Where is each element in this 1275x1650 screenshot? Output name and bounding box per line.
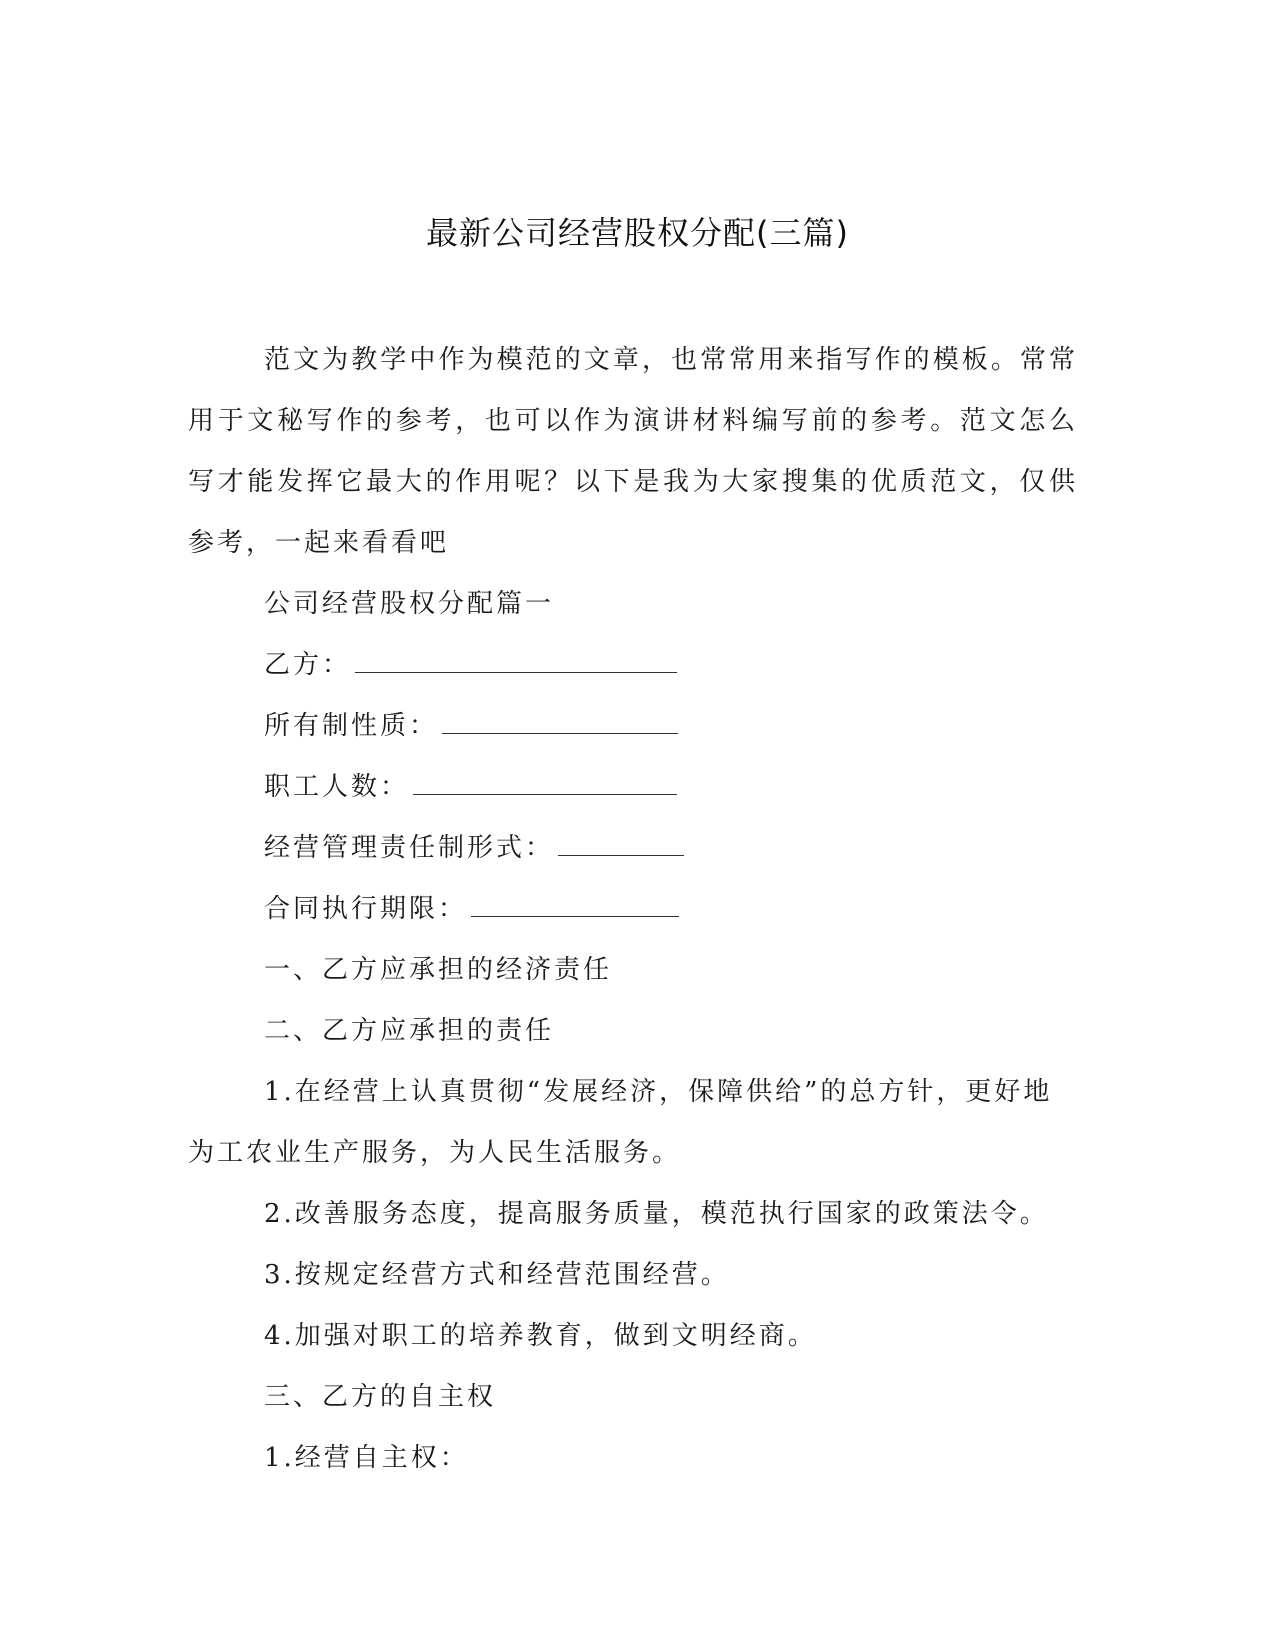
fill-in-blank xyxy=(355,642,677,673)
field-label: 所有制性质： xyxy=(264,711,439,741)
clause-item: 1.经营自主权： xyxy=(264,1443,469,1473)
fill-in-blank xyxy=(413,764,677,795)
clause-item: 2.改善服务态度，提高服务质量，模范执行国家的政策法令。 xyxy=(264,1199,1049,1229)
form-field-party-b xyxy=(188,635,1078,696)
field-label: 职工人数： xyxy=(264,772,410,802)
field-label: 合同执行期限： xyxy=(264,894,468,924)
fill-in-blank xyxy=(558,825,684,856)
form-field-contract-term xyxy=(188,879,1078,940)
fill-in-blank xyxy=(442,703,678,734)
fill-in-blank xyxy=(471,886,679,917)
form-field-ownership xyxy=(188,696,1078,757)
field-label: 乙方： xyxy=(264,650,352,680)
section-heading: 公司经营股权分配篇一 xyxy=(264,589,555,619)
document-body xyxy=(188,330,1078,1489)
clause-heading: 三、乙方的自主权 xyxy=(264,1382,497,1412)
clause-heading: 一、乙方应承担的经济责任 xyxy=(264,955,613,985)
intro-paragraph: 范文为教学中作为模范的文章，也常常用来指写作的模板。常常用于文秘写作的参考，也可以作为演讲材料编写前的参考。范文怎么写才能发挥它最大的作用呢？以下是我为大家搜集的优质范文，仅供参考，一起来看看吧 xyxy=(188,345,1078,558)
clause-item: 3.按规定经营方式和经营范围经营。 xyxy=(264,1260,730,1290)
field-label: 经营管理责任制形式： xyxy=(264,833,555,863)
clause-item: 1.在经营上认真贯彻“发展经济，保障供给”的总方针，更好地为工农业生产服务，为人民生活服务。 xyxy=(188,1077,1053,1168)
clause-heading: 二、乙方应承担的责任 xyxy=(264,1016,555,1046)
document-title: 最新公司经营股权分配(三篇) xyxy=(426,214,849,252)
form-field-staff-count xyxy=(188,757,1078,818)
clause-item: 4.加强对职工的培养教育，做到文明经商。 xyxy=(264,1321,817,1351)
form-field-management-form xyxy=(188,818,1078,879)
